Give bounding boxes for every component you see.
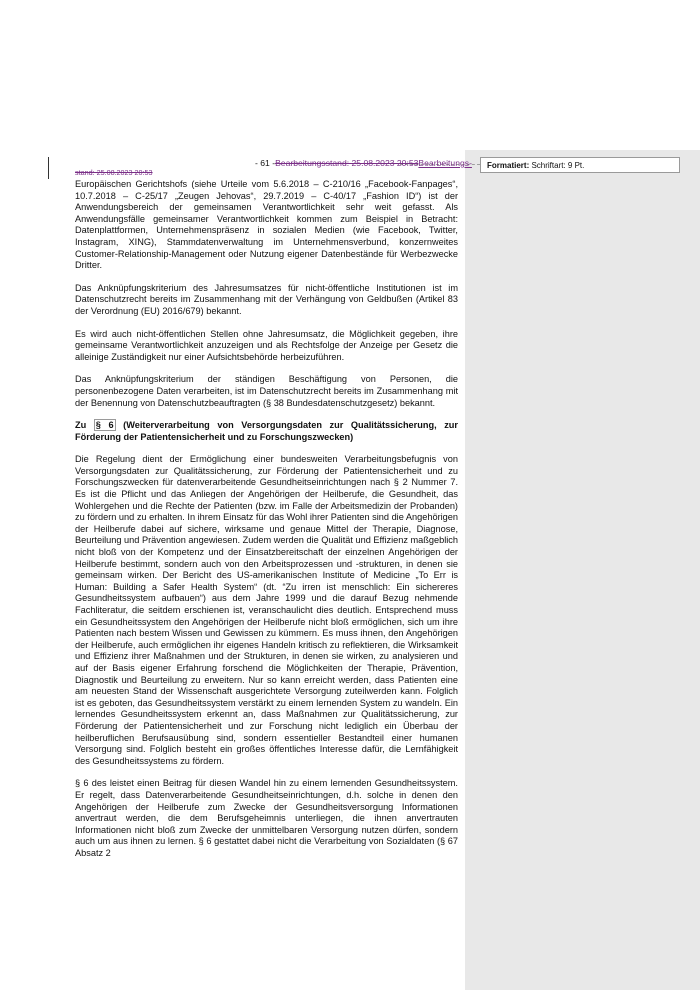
page-number: - 61 - [255,158,276,168]
paragraph: § 6 des leistet einen Beitrag für diesen Wandel hin zu einem lernenden Gesundheitssystem. Er regelt, dass Datenverarbeitende Gesundheitseinrichtungen, d.h. solche in denen den Angehörigen der Heilberufe zum Zwecke der Gesundheitsversorgung Informationen anvertraut werden, die dem Berufsgeheimnis unterliegen, die ihnen anvertrauten Informationen nicht bloß zum Zwecke der unmittelbaren Versorgung nutzen dürfen, sondern auch um aus ihnen zu lernen. § 6 gestattet dabei nicht die Verarbeitung von Sozialdaten (§ 67 Absatz 2 [75,778,458,858]
formatting-comment-balloon[interactable] [480,157,680,173]
revision-inserted-text: Bearbeitungs- [418,158,472,168]
paragraph: Es wird auch nicht-öffentlichen Stellen ohne Jahresumsatz, die Möglichkeit gegeben, ihre gemeinsame Verantwortlichkeit anzuzeigen und als Rechtsfolge der Anzeige per Gesetz die alleinige Zuständigkeit nur einer Aufsichtsbehörde herbeizuführen. [75,328,458,362]
paragraph: Das Anknüpfungskriterium der ständigen Beschäftigung von Personen, die personenbezogene Daten verarbeiten, ist im Datenschutzrecht bereits im Zusammenhang mit der Benennung von Datenschutzbeauftragten (§ 38 Bundesdatenschutzgesetz) bekannt. [75,374,458,408]
heading-section-ref: § 6 [95,420,114,431]
comment-label: Formatiert: [487,161,530,170]
revision-deleted-text: Bearbeitungsstand: 25.08.2023 20:53 [275,158,419,168]
section-heading [75,420,458,443]
markup-pane [465,150,700,990]
document-body [75,179,458,870]
page-header [255,157,472,169]
revision-continuation-text: stand: 25.08.2023 20:53 [75,168,153,177]
heading-prefix: Zu [75,420,94,431]
heading-rest: (Weiterverarbeitung von Versorgungsdaten zur Qualitätssicherung, zur Förderung der Patientensicherheit und zu Forschungszwecken) [75,420,458,442]
paragraph: Europäischen Gerichtshofs (siehe Urteile vom 5.6.2018 – C-210/16 „Facebook-Fanpages“, 10.7.2018 – C-25/17 „Zeugen Jehovas“, 29.7.2019 – C-40/17 „Fashion ID“) ist der Anwendungsbereich der gemeinsamen Verantwortlichkeit sehr weit gefasst. Als Anwendungsfälle gemeinsamer Verantwortlichkeit kommen zum Beispiel in Betracht: Datenplattformen, Unternehmenspräsenz in sozialen Medien (wie Facebook, Twitter, Instagram, XING), Stammdatenverwaltung im Unternehmensverbund, konzernweites Customer-Relationship-Management oder Nutzung eigener Datenbestände für Werbezwecke Dritter. [75,179,458,271]
paragraph: Das Anknüpfungskriterium des Jahresumsatzes für nicht-öffentliche Institutionen ist im Datenschutzrecht bereits im Zusammenhang mit der Verhängung von Geldbußen (Artikel 83 der Verordnung (EU) 2016/679) bekannt. [75,282,458,316]
paragraph: Die Regelung dient der Ermöglichung einer bundesweiten Verarbeitungsbefugnis von Versorgungsdaten zur Qualitätssicherung, zur Förderung der Patientensicherheit und zu Forschungszwecken für datenverarbeitende Gesundheitseinrichtungen nach § 2 Nummer 7. Es ist die Pflicht und das Anliegen der Angehörigen der Heilberufe, die Gesundheit, das Wohlergehen und die Rechte der Patienten (bzw. im Falle der Arbeitsmedizin der Probanden) zu fördern und zu erhalten. In ihrem Einsatz für das Wohl ihrer Patienten sind die Angehörigen der Heilberufe dabei auf sichere, wirksame und genaue Mittel der Therapie, Diagnose, Beurteilung und Prävention angewiesen. Zudem werden die Qualität und Effizienz maßgeblich nicht bloß von der Kompetenz und der Einsatzbereitschaft der einzelnen Angehörigen der Heilberufe bestimmt, sondern auch von den Arbeitsprozessen und -strukturen, in denen sie gemeinsam wirken. Der Bericht des US-amerikanischen Institute of Medicine „To Err is Human: Building a Safer Health System“ (dt. “Zu irren ist menschlich: Ein sichereres Gesundheitssystem aufbauen“) aus dem Jahre 1999 und die darauf Bezug nehmende Fachliteratur, die seitdem erschienen ist, veranschaulicht dies deutlich. Entsprechend muss ein Gesundheitssystem den Angehörigen der Heilberufe nicht bloß ermöglichen, sich um ihre Patienten nach bestem Wissen und Gewissen zu kümmern. Es muss ihnen, den Angehörigen der Heilberufe, auch ermöglichen ihr eigenes Handeln kritisch zu reflektieren, die Wirksamkeit und Effizienz ihrer Maßnahmen und der Strukturen, in denen sie wirken, zu analysieren und auf der Basis eigener Erfahrung forschend die Möglichkeiten der Therapie, Prävention, Diagnostik und Beurteilung zu erweitern. Nur so kann erreicht werden, dass Patienten eine am neuesten Stand der Wissenschaft ausgerichtete Versorgung zuteilwerden kann. Folglich ist es geboten, das Gesundheitssystem verstärkt zu einem lernenden System zu wandeln. Ein lernendes Gesundheitssystem erkennt an, dass Maßnahmen zur Qualitätssicherung, zur Förderung der Patientensicherheit und zur Forschung nicht lediglich ein Überbau der heilberuflichen Berufsausübung sind, sondern essentieller Bestandteil einer humanen Versorgung sind. Folglich besteht ein großes öffentliches Interesse dafür, die Lernfähigkeit des Gesundheitssystems zu fördern. [75,454,458,766]
comment-text: Schriftart: 9 Pt. [529,161,585,170]
revision-change-bar [48,157,49,179]
